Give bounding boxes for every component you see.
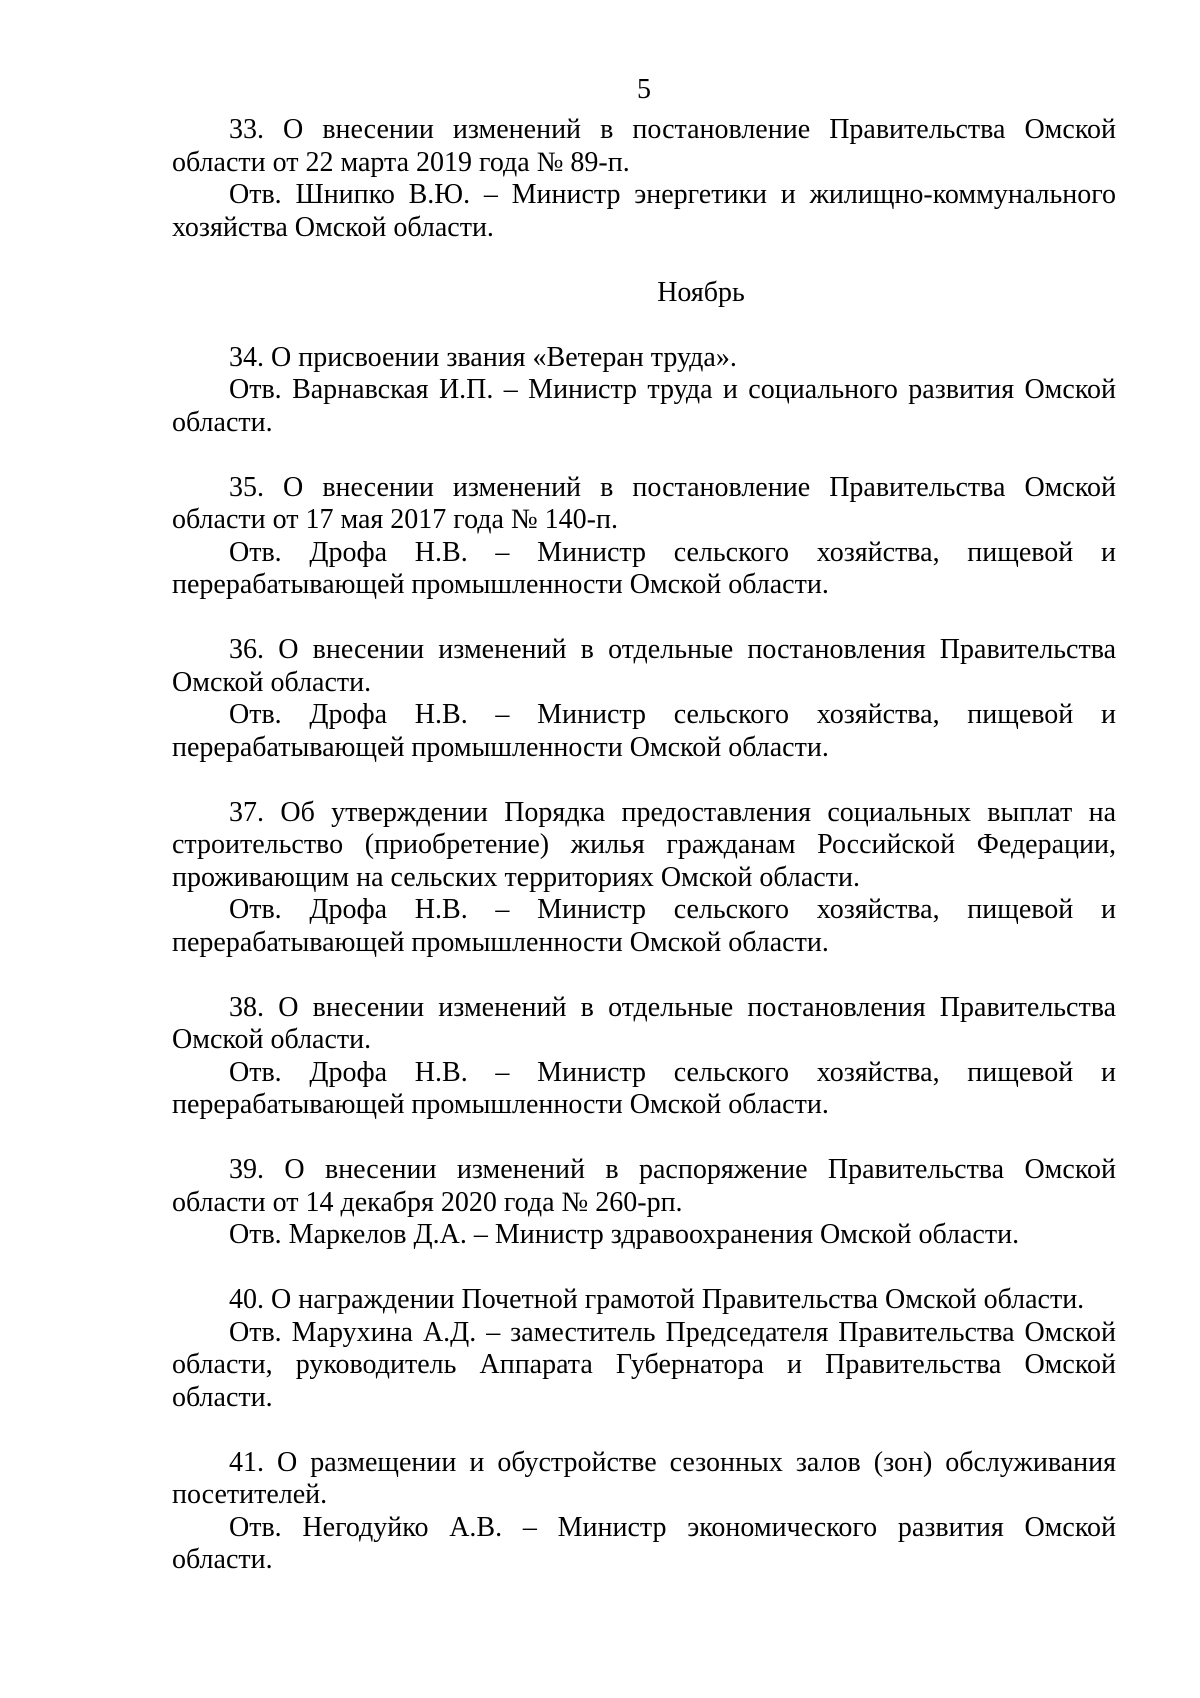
agenda-item <box>172 472 1116 602</box>
agenda-item <box>172 114 1116 244</box>
agenda-item-title: 35. О внесении изменений в постановление Правительства Омской области от 17 мая 2017 года № 140-п. <box>172 471 1116 535</box>
agenda-item-responsible: Отв. Варнавская И.П. – Министр труда и социального развития Омской области. <box>172 374 1116 438</box>
agenda-item-title: 38. О внесении изменений в отдельные постановления Правительства Омской области. <box>172 991 1116 1055</box>
agenda-item <box>172 1447 1116 1577</box>
agenda-item-title: 36. О внесении изменений в отдельные постановления Правительства Омской области. <box>172 634 1116 698</box>
agenda-item-title: 41. О размещении и обустройстве сезонных залов (зон) обслуживания посетителей. <box>172 1446 1116 1510</box>
agenda-item-responsible: Отв. Маркелов Д.А. – Министр здравоохранения Омской области. <box>229 1219 1020 1250</box>
agenda-item <box>172 797 1116 960</box>
agenda-item-responsible: Отв. Дрофа Н.В. – Министр сельского хозяйства, пищевой и перерабатывающей промышленности Омской области. <box>172 699 1116 763</box>
agenda-item-responsible: Отв. Дрофа Н.В. – Министр сельского хозяйства, пищевой и перерабатывающей промышленности Омской области. <box>172 1056 1116 1120</box>
month-heading: Ноябрь <box>657 276 745 308</box>
agenda-item-responsible: Отв. Марухина А.Д. – заместитель Председателя Правительства Омской области, руководитель Аппарата Губернатора и Правительства Омской области. <box>172 1316 1116 1413</box>
agenda-item-title: 33. О внесении изменений в постановление Правительства Омской области от 22 марта 2019 года № 89-п. <box>172 114 1116 178</box>
agenda-item-responsible: Отв. Дрофа Н.В. – Министр сельского хозяйства, пищевой и перерабатывающей промышленности Омской области. <box>172 536 1116 600</box>
agenda-item-title: 34. О присвоении звания «Ветеран труда». <box>229 341 737 373</box>
agenda-item-title: 37. Об утверждении Порядка предоставления социальных выплат на строительство (приобретение) жилья гражданам Российской Федерации, проживающим на сельских территориях Омской области. <box>172 796 1116 893</box>
agenda-item-title: 40. О награждении Почетной грамотой Правительства Омской области. <box>229 1284 1085 1315</box>
agenda-item <box>172 1154 1116 1252</box>
agenda-item-responsible: Отв. Дрофа Н.В. – Министр сельского хозяйства, пищевой и перерабатывающей промышленности Омской области. <box>172 894 1116 958</box>
page-number: 5 <box>637 74 651 105</box>
agenda-item <box>172 992 1116 1122</box>
agenda-item-responsible: Отв. Шнипко В.Ю. – Министр энергетики и жилищно-коммунального хозяйства Омской области. <box>172 179 1116 243</box>
agenda-item <box>172 1284 1116 1414</box>
document-body <box>172 114 1116 1609</box>
agenda-item <box>172 342 1116 440</box>
agenda-item-title: 39. О внесении изменений в распоряжение Правительства Омской области от 14 декабря 2020 года № 260-рп. <box>172 1154 1116 1218</box>
agenda-item-responsible: Отв. Негодуйко А.В. – Министр экономического развития Омской области. <box>172 1511 1116 1575</box>
agenda-item <box>172 634 1116 764</box>
